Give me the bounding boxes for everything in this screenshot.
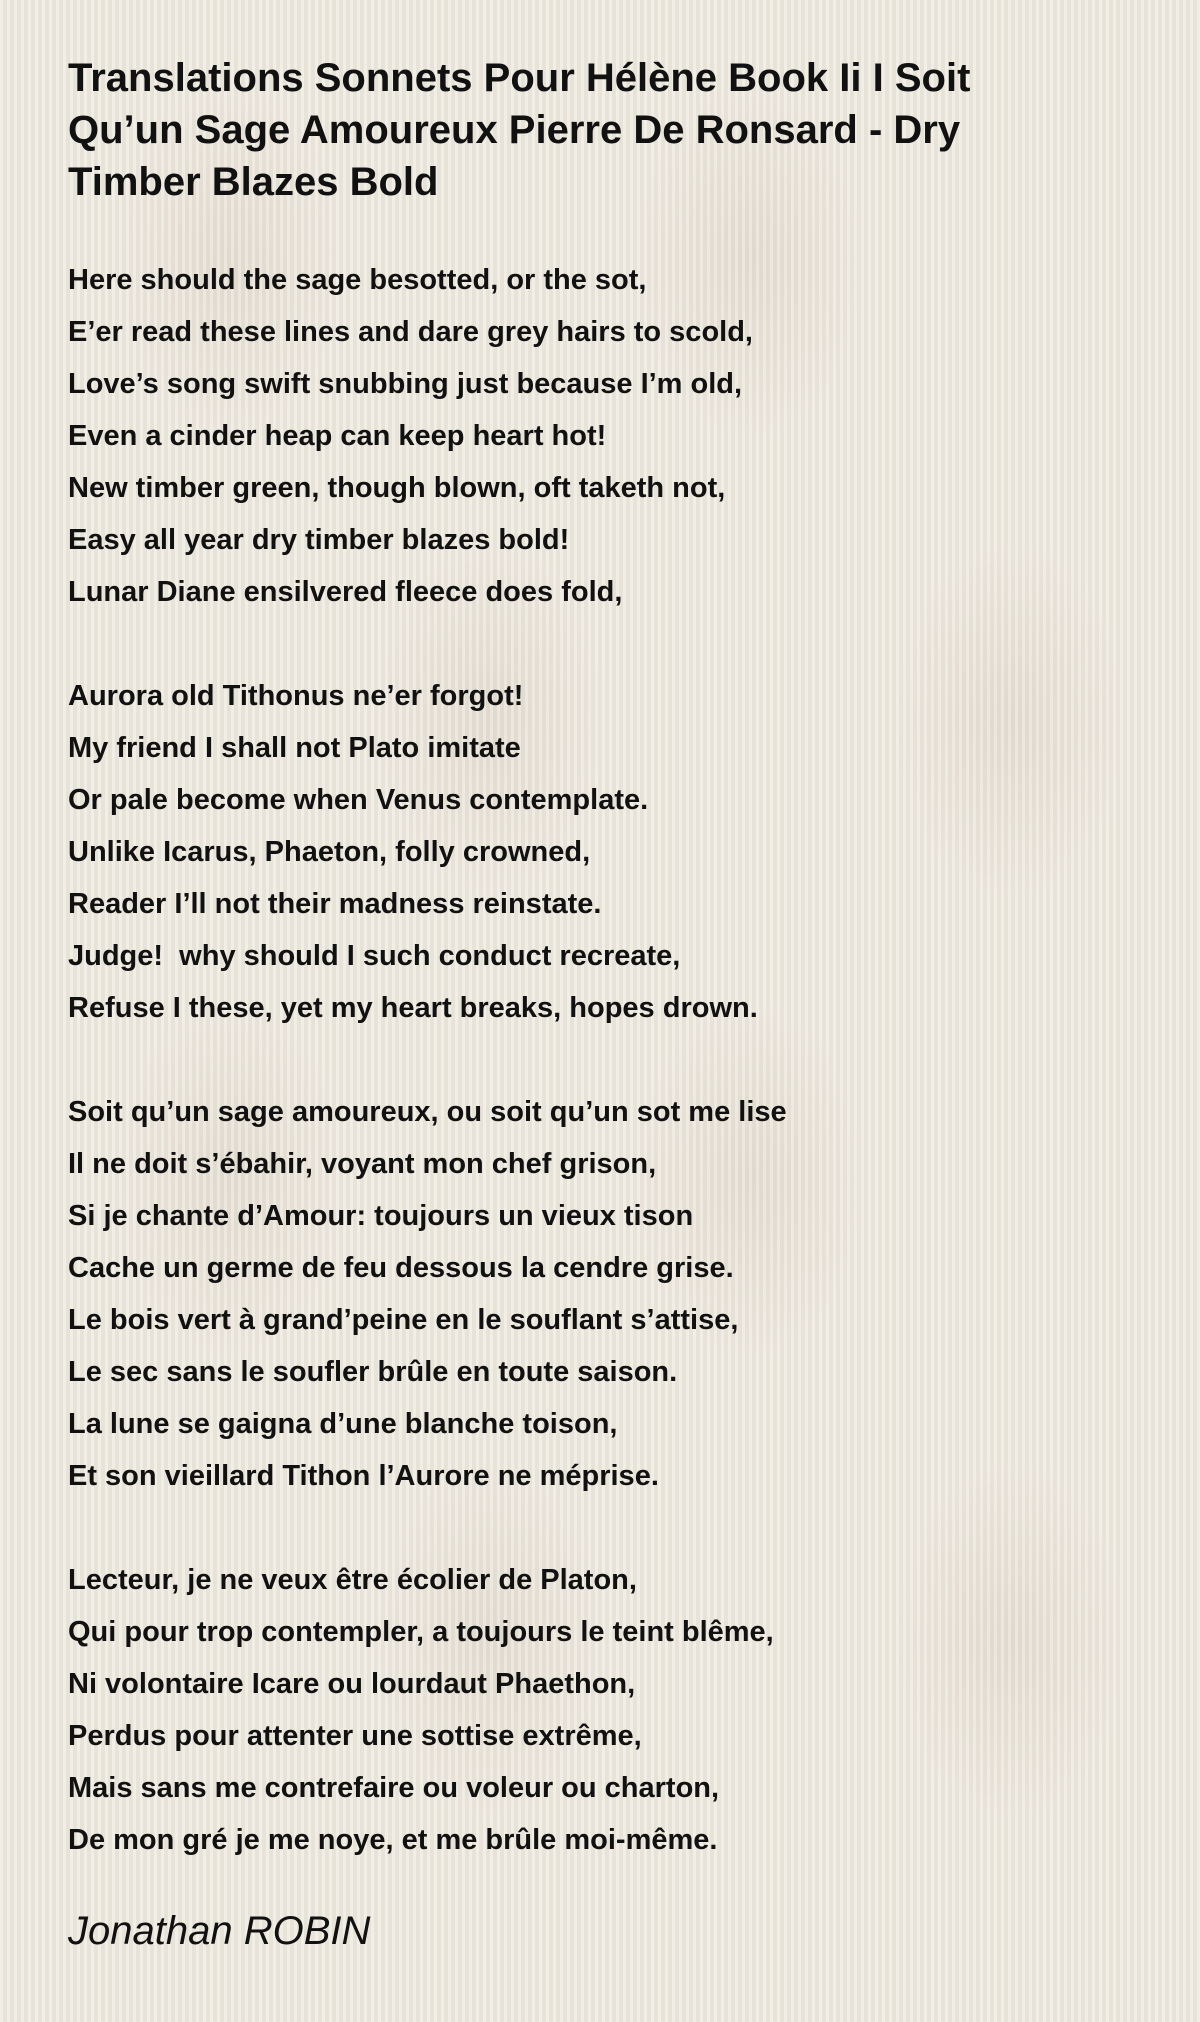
poem-line: Il ne doit s’ébahir, voyant mon chef grison, xyxy=(68,1148,657,1180)
poem-line: Le bois vert à grand’peine en le souflant s’attise, xyxy=(68,1304,739,1336)
stanza-gap xyxy=(68,1502,1148,1554)
poem-line: La lune se gaigna d’une blanche toison, xyxy=(68,1408,618,1440)
poem-line: Reader I’ll not their madness reinstate. xyxy=(68,888,602,920)
poem-line: Refuse I these, yet my heart breaks, hopes drown. xyxy=(68,992,758,1024)
poem-line: Unlike Icarus, Phaeton, folly crowned, xyxy=(68,836,591,868)
poem-stanza xyxy=(68,1086,1148,1502)
poem-line: Perdus pour attenter une sottise extrême, xyxy=(68,1720,642,1752)
poem-line: Ni volontaire Icare ou lourdaut Phaethon, xyxy=(68,1668,636,1700)
poem-title: Translations Sonnets Pour Hélène Book Ii I Soit Qu’un Sage Amoureux Pierre De Ronsard - Dry Timber Blazes Bold xyxy=(68,56,971,204)
poem-line: Et son vieillard Tithon l’Aurore ne méprise. xyxy=(68,1460,659,1492)
poem-line: E’er read these lines and dare grey hairs to scold, xyxy=(68,316,753,348)
poem-page xyxy=(68,52,1148,1956)
poem-author: Jonathan ROBIN xyxy=(68,1909,371,1953)
poem-line: Here should the sage besotted, or the sot, xyxy=(68,264,647,296)
poem-stanza xyxy=(68,670,1148,1034)
poem-line: Cache un germe de feu dessous la cendre grise. xyxy=(68,1252,734,1284)
poem-line: Lecteur, je ne veux être écolier de Platon, xyxy=(68,1564,637,1596)
poem-line: Even a cinder heap can keep heart hot! xyxy=(68,420,607,452)
poem-line: Qui pour trop contempler, a toujours le teint blême, xyxy=(68,1616,774,1648)
poem-line: Aurora old Tithonus ne’er forgot! xyxy=(68,680,524,712)
poem-line: Love’s song swift snubbing just because I’m old, xyxy=(68,368,743,400)
poem-line: Soit qu’un sage amoureux, ou soit qu’un sot me lise xyxy=(68,1096,787,1128)
poem-stanza xyxy=(68,254,1148,618)
poem-line: Mais sans me contrefaire ou voleur ou charton, xyxy=(68,1772,720,1804)
poem-line: New timber green, though blown, oft taketh not, xyxy=(68,472,726,504)
poem-body xyxy=(68,254,1148,1866)
poem-line: Or pale become when Venus contemplate. xyxy=(68,784,649,816)
poem-line: Lunar Diane ensilvered fleece does fold, xyxy=(68,576,623,608)
poem-line: My friend I shall not Plato imitate xyxy=(68,732,521,764)
poem-line: Le sec sans le soufler brûle en toute saison. xyxy=(68,1356,678,1388)
stanza-gap xyxy=(68,618,1148,670)
poem-line: Easy all year dry timber blazes bold! xyxy=(68,524,570,556)
poem-line: Si je chante d’Amour: toujours un vieux tison xyxy=(68,1200,694,1232)
poem-stanza xyxy=(68,1554,1148,1866)
stanza-gap xyxy=(68,1034,1148,1086)
poem-line: Judge! why should I such conduct recreate, xyxy=(68,940,681,972)
poem-line: De mon gré je me noye, et me brûle moi-même. xyxy=(68,1824,718,1856)
